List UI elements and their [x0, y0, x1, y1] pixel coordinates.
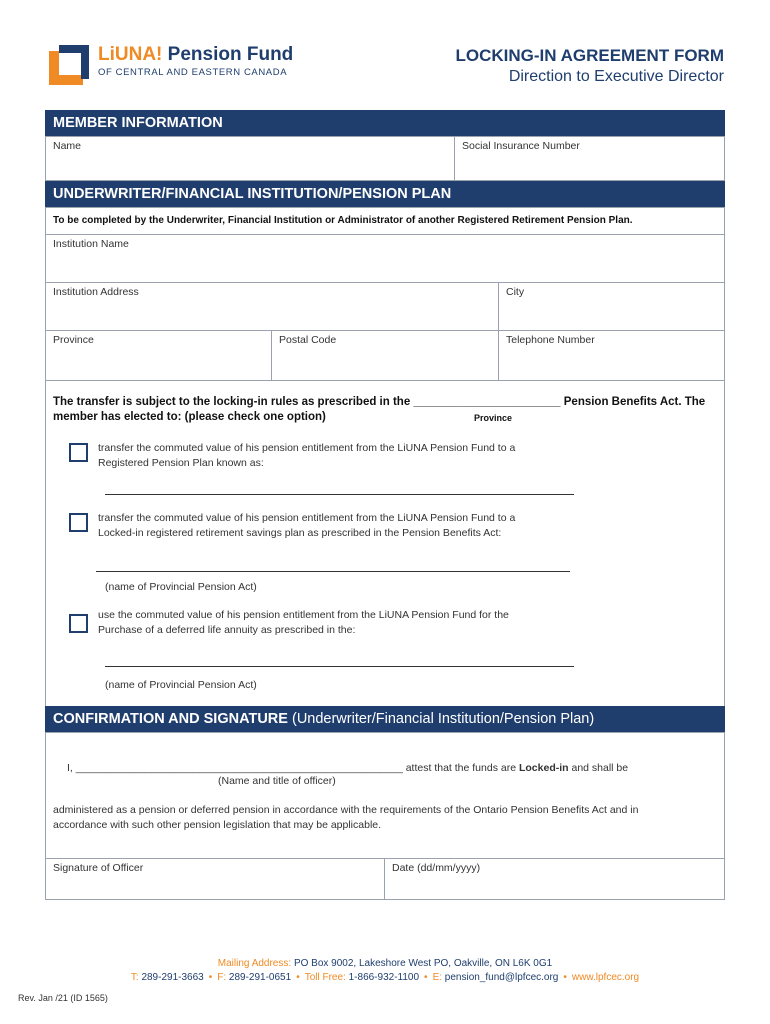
option-rpp-answer-line[interactable] [105, 494, 574, 495]
confirmation-body [45, 732, 725, 859]
transfer-line1-a: The transfer is subject to the locking-in rules as prescribed in the [53, 396, 411, 408]
tel-label: T: [130, 972, 139, 983]
sin-label: Social Insurance Number [462, 140, 580, 152]
option-annuity-line2: Purchase of a deferred life annuity as prescribed in the: [98, 624, 356, 636]
option-lira-caption: (name of Provincial Pension Act) [105, 581, 257, 593]
website-link[interactable]: www.lpfcec.org [571, 972, 640, 983]
confirmation-heading-bold: CONFIRMATION AND SIGNATURE [53, 711, 288, 727]
option-annuity-answer-line[interactable] [105, 666, 574, 667]
province-field[interactable] [45, 330, 272, 381]
institution-address-label: Institution Address [53, 286, 139, 298]
province-blank[interactable]: _______________________ [413, 396, 561, 408]
logo-title [98, 44, 293, 66]
date-field[interactable] [384, 858, 725, 900]
tel-value: 289-291-3663 [141, 972, 204, 983]
signature-label: Signature of Officer [53, 862, 144, 874]
option-lira-line2: Locked-in registered retirement savings plan as prescribed in the Pension Benefits Act: [98, 527, 502, 539]
telephone-field[interactable] [498, 330, 725, 381]
confirmation-para-line2: accordance with such other pension legislation that may be applicable. [53, 819, 382, 831]
option-rpp-line1: transfer the commuted value of his pension entitlement from the LiUNA Pension Fund to a [98, 442, 516, 454]
email-label: E: [432, 972, 443, 983]
logo-name: Pension Fund [167, 44, 294, 65]
attest-bold: Locked-in [518, 762, 569, 774]
member-name-label: Name [53, 140, 82, 152]
confirmation-section-heading [45, 706, 725, 732]
signature-field[interactable] [45, 858, 385, 900]
option-lira-text [98, 511, 515, 541]
option-annuity-text [98, 608, 509, 638]
attest-end: and shall be [571, 762, 629, 774]
mail-value: PO Box 9002, Lakeshore West PO, Oakville, ON L6K 0G1 [293, 958, 553, 969]
confirmation-para-line1: administered as a pension or deferred pension in accordance with the requirements of the Ontario Pension Benefits Act and in [53, 804, 639, 816]
option-lira-answer-line[interactable] [96, 571, 570, 572]
revision-note: Rev. Jan /21 (ID 1565) [18, 993, 108, 1003]
option-annuity-caption: (name of Provincial Pension Act) [105, 679, 257, 691]
mail-label: Mailing Address: [217, 958, 292, 969]
member-heading-text: MEMBER INFORMATION [53, 115, 223, 131]
toll-label: Toll Free: [304, 972, 346, 983]
form-title: LOCKING-IN AGREEMENT FORM [455, 46, 724, 65]
confirmation-paragraph [53, 803, 638, 833]
transfer-statement-line1 [53, 396, 717, 408]
logo-subtitle: OF CENTRAL AND EASTERN CANADA [98, 67, 288, 78]
footer-contacts: T: 289-291-3663 • F: 289-291-0651 • Toll Free: 1-866-932-1100 • E: pension_fund@lpfcec.org • www.lpfcec.org [130, 972, 640, 983]
form-subtitle: Direction to Executive Director [508, 68, 724, 85]
option-rpp-checkbox[interactable] [69, 443, 88, 462]
fax-label: F: [217, 972, 227, 983]
institution-name-label: Institution Name [53, 238, 129, 250]
footer-mailing-address [0, 958, 770, 969]
member-name-field[interactable] [45, 136, 455, 181]
member-section-heading [45, 110, 725, 136]
institution-section-heading [45, 181, 725, 207]
liuna-logo-icon [49, 45, 89, 85]
toll-value: 1-866-932-1100 [348, 972, 420, 983]
option-annuity-checkbox[interactable] [69, 614, 88, 633]
attest-line [67, 762, 628, 774]
option-annuity-line1: use the commuted value of his pension entitlement from the LiUNA Pension Fund for the [98, 609, 509, 621]
institution-instruction: To be completed by the Underwriter, Financial Institution or Administrator of another Registered Retirement Pension Plan. [45, 207, 725, 235]
institution-name-field[interactable] [45, 234, 725, 283]
city-field[interactable] [498, 282, 725, 331]
institution-heading-text: UNDERWRITER/FINANCIAL INSTITUTION/PENSION PLAN [53, 186, 452, 202]
province-label: Province [53, 334, 94, 346]
province-caption: Province [474, 413, 513, 423]
logo-brand: LiUNA! [98, 44, 163, 65]
officer-name-blank[interactable]: ________________________________________________________ [75, 762, 403, 774]
city-label: City [506, 286, 525, 298]
confirmation-heading-light: (Underwriter/Financial Institution/Pension Plan) [291, 711, 595, 727]
option-lira-line1: transfer the commuted value of his pension entitlement from the LiUNA Pension Fund to a [98, 512, 516, 524]
option-lira-checkbox[interactable] [69, 513, 88, 532]
telephone-label: Telephone Number [506, 334, 595, 346]
transfer-line1-b: Pension Benefits Act. The [563, 396, 706, 408]
transfer-statement-line2: member has elected to: (please check one option) [53, 411, 326, 423]
postal-code-field[interactable] [271, 330, 499, 381]
fax-value: 289-291-0651 [228, 972, 292, 983]
option-rpp-text [98, 441, 515, 471]
officer-caption: (Name and title of officer) [218, 775, 336, 787]
email-link[interactable]: pension_fund@lpfcec.org [444, 972, 559, 983]
option-rpp-line2: Registered Pension Plan known as: [98, 457, 264, 469]
attest-prefix: I, [67, 762, 73, 774]
attest-text: attest that the funds are [405, 762, 517, 774]
institution-address-field[interactable] [45, 282, 499, 331]
postal-code-label: Postal Code [279, 334, 337, 346]
sin-field[interactable] [454, 136, 725, 181]
date-label: Date (dd/mm/yyyy) [392, 862, 481, 874]
